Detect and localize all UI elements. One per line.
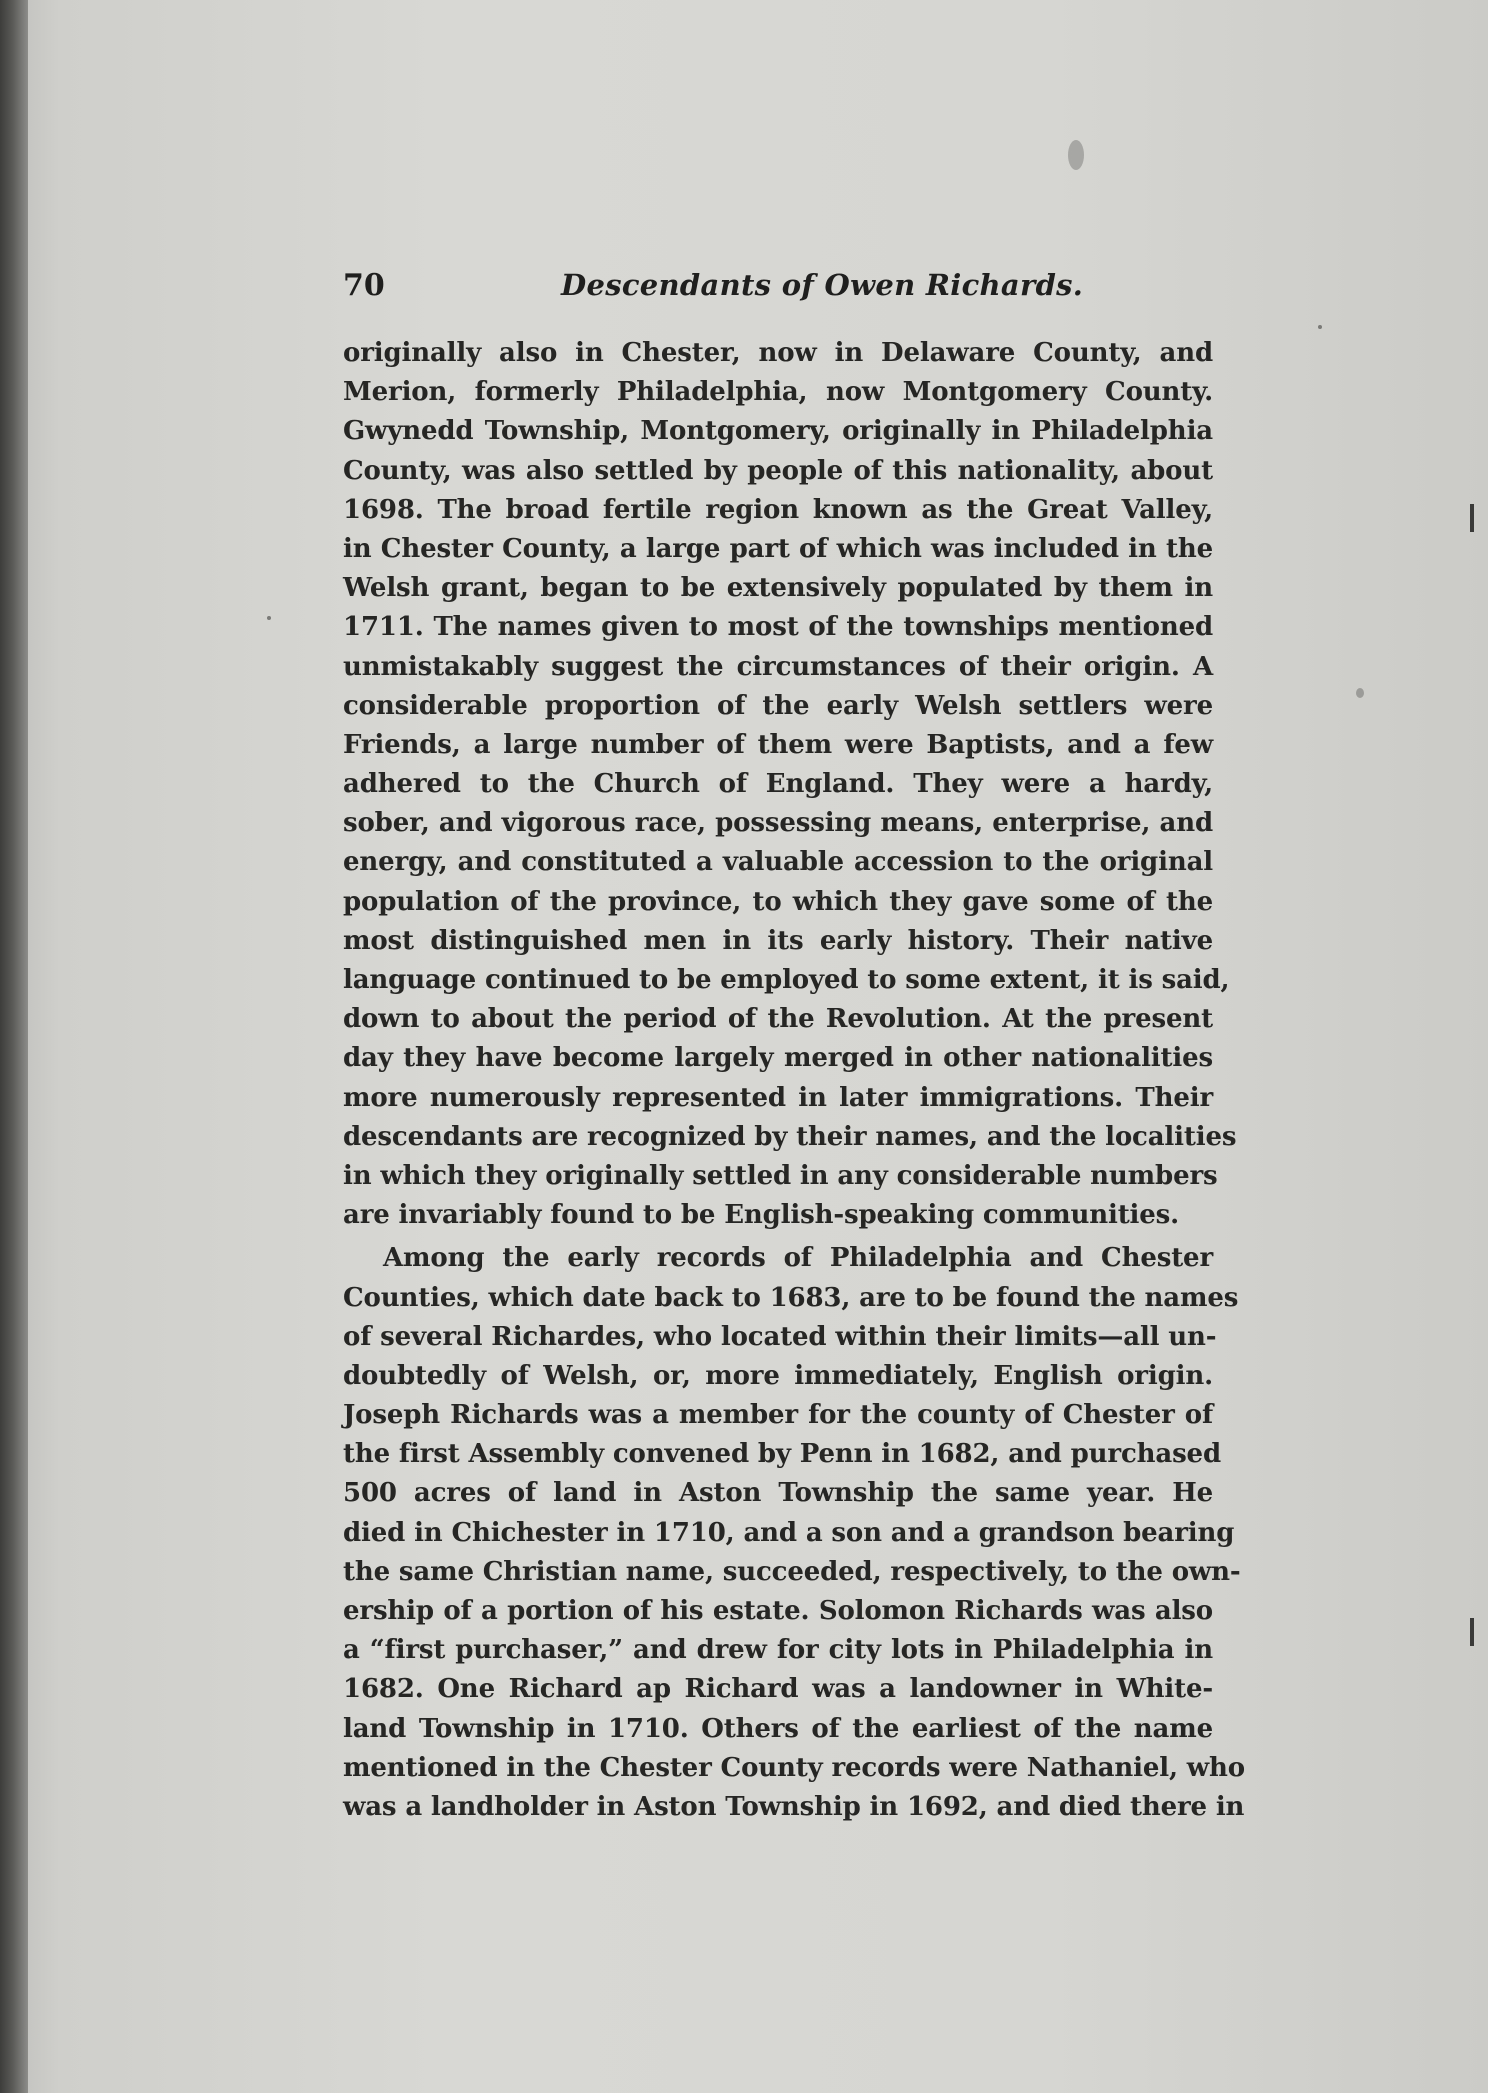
text-line: ership of a portion of his estate. Solomon Richards was also: [343, 1596, 1213, 1626]
text-line: Merion, formerly Philadelphia, now Montgomery County.: [343, 377, 1213, 408]
text-line: most distinguished men in its early history. Their native: [343, 925, 1213, 956]
text-line: in Chester County, a large part of which was included in the: [343, 533, 1213, 564]
margin-mark: [1470, 1618, 1474, 1646]
text-line: 1711. The names given to most of the townships mentioned: [343, 612, 1213, 643]
text-line: day they have become largely merged in other nationalities: [343, 1043, 1213, 1074]
text-line: a “first purchaser,” and drew for city lots in Philadelphia in: [343, 1635, 1213, 1666]
page-header: [343, 268, 1223, 320]
text-line: Friends, a large number of them were Baptists, and a few: [343, 729, 1213, 760]
text-line: Joseph Richards was a member for the county of Chester of: [343, 1400, 1213, 1431]
paragraph-1: [343, 334, 1237, 1235]
text-line: Welsh grant, began to be extensively populated by them in: [343, 573, 1213, 604]
text-line: doubtedly of Welsh, or, more immediately, English origin.: [343, 1360, 1213, 1391]
text-line: unmistakably suggest the circumstances of their origin. A: [343, 651, 1213, 682]
text-line: more numerously represented in later immigrations. Their: [343, 1082, 1213, 1113]
text-line: died in Chichester in 1710, and a son and a grandson bearing: [343, 1517, 1235, 1548]
text-line: considerable proportion of the early Welsh settlers were: [343, 690, 1213, 721]
text-line: of several Richardes, who located within their limits—all un-: [343, 1321, 1217, 1352]
text-line: down to about the period of the Revolution. At the present: [343, 1004, 1213, 1035]
text-line: County, was also settled by people of this nationality, about: [343, 455, 1213, 486]
text-line: originally also in Chester, now in Delaware County, and: [343, 338, 1213, 368]
text-line: energy, and constituted a valuable accession to the original: [343, 847, 1213, 878]
text-line: in which they originally settled in any considerable numbers: [343, 1160, 1218, 1191]
text-line: the first Assembly convened by Penn in 1682, and purchased: [343, 1439, 1221, 1470]
ink-speck: [267, 616, 271, 620]
text-line: the same Christian name, succeeded, respectively, to the own-: [343, 1556, 1241, 1587]
text-line: Counties, which date back to 1683, are to be found the names: [343, 1282, 1239, 1313]
text-line: Gwynedd Township, Montgomery, originally in Philadelphia: [343, 416, 1213, 447]
text-line: adhered to the Church of England. They were a hardy,: [343, 769, 1213, 800]
text-line: sober, and vigorous race, possessing means, enterprise, and: [343, 808, 1213, 839]
text-line: 500 acres of land in Aston Township the same year. He: [343, 1478, 1213, 1509]
text-line: 1682. One Richard ap Richard was a landowner in White-: [343, 1674, 1213, 1705]
ink-speck: [1068, 140, 1084, 170]
paragraph-2: [343, 1239, 1245, 1827]
text-line: 1698. The broad fertile region known as the Great Valley,: [343, 494, 1213, 525]
text-line: land Township in 1710. Others of the earliest of the name: [343, 1713, 1213, 1744]
page-number: 70: [343, 268, 385, 303]
running-title: Descendants of Owen Richards.: [561, 268, 1084, 302]
text-line: Among the early records of Philadelphia and Chester: [383, 1243, 1213, 1274]
margin-mark: [1470, 504, 1474, 532]
text-line: are invariably found to be English-speaking communities.: [343, 1200, 1180, 1231]
text-line: population of the province, to which they gave some of the: [343, 886, 1213, 917]
text-line: descendants are recognized by their names, and the localities: [343, 1121, 1237, 1152]
book-spine-edge: [0, 0, 28, 2093]
text-line: language continued to be employed to some extent, it is said,: [343, 965, 1230, 995]
body-text: [343, 334, 1245, 1827]
text-line: mentioned in the Chester County records were Nathaniel, who: [343, 1752, 1245, 1783]
ink-speck: [1318, 325, 1322, 329]
text-line: was a landholder in Aston Township in 1692, and died there in: [343, 1791, 1245, 1822]
ink-speck: [1356, 688, 1364, 698]
